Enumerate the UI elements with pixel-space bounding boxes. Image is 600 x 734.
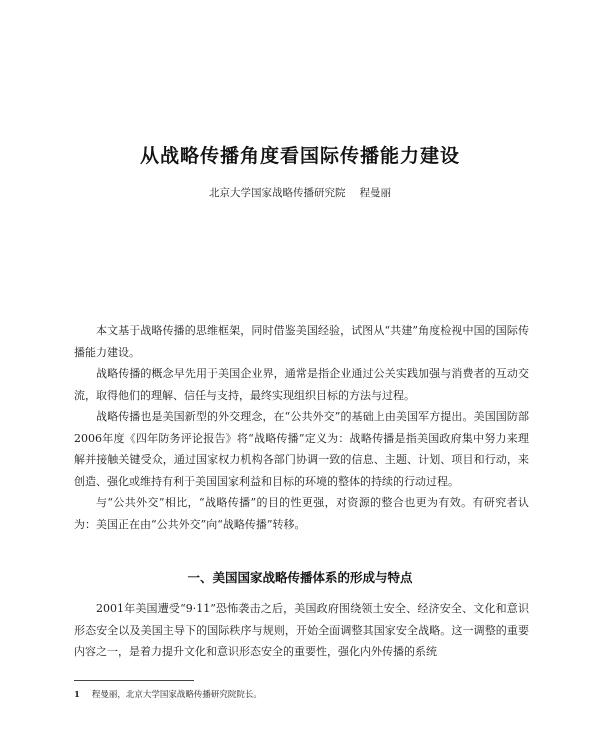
- byline: [0, 185, 600, 200]
- section-body: [74, 598, 529, 663]
- author-name: 程曼丽: [359, 187, 391, 199]
- footnote-text: 程曼丽，北京大学国家战略传播研究院院长。: [91, 690, 262, 700]
- author-affiliation: 北京大学国家战略传播研究院: [209, 187, 346, 199]
- paragraph: 2001年美国遭受“9·11”恐怖袭击之后，美国政府围绕领土安全、经济安全、文化和意识形态安全以及美国主导下的国际秩序与规则，开始全面调整其国家安全战略。这一调整的重要内容之一，是着力提升文化和意识形态安全的重要性，强化内外传播的系统: [74, 602, 529, 658]
- paragraph-abstract: 本文基于战略传播的思维框架，同时借鉴美国经验，试图从“共建”角度检视中国的国际传播能力建设。: [74, 324, 529, 359]
- footnote-divider: [74, 680, 194, 681]
- footnote-mark: 1: [74, 690, 80, 700]
- article-title: 从战略传播角度看国际传播能力建设: [139, 145, 460, 167]
- paragraph: 战略传播的概念早先用于美国企业界，通常是指企业通过公关实践加强与消费者的互动交流，取得他们的理解、信任与支持，最终实现组织目标的方法与过程。: [74, 367, 529, 402]
- intro-body: [74, 320, 529, 535]
- paragraph: 与“公共外交”相比，“战略传播”的目的性更强，对资源的整合也更为有效。有研究者认为：美国正在由“公共外交”向“战略传播”转移。: [74, 496, 529, 531]
- paragraph: 战略传播也是美国新型的外交理念，在“公共外交”的基础上由美国军方提出。美国国防部2006年度《四年防务评论报告》将“战略传播”定义为：战略传播是指美国政府集中努力来理解并接触关键受众，通过国家权力机构各部门协调一致的信息、主题、计划、项目和行动，来创造、强化或维持有利于美国国家利益和目标的环境的整体的持续的行动过程。: [74, 410, 529, 488]
- footnote: [74, 688, 262, 700]
- section-heading: 一、美国国家战略传播体系的形成与特点: [187, 570, 413, 585]
